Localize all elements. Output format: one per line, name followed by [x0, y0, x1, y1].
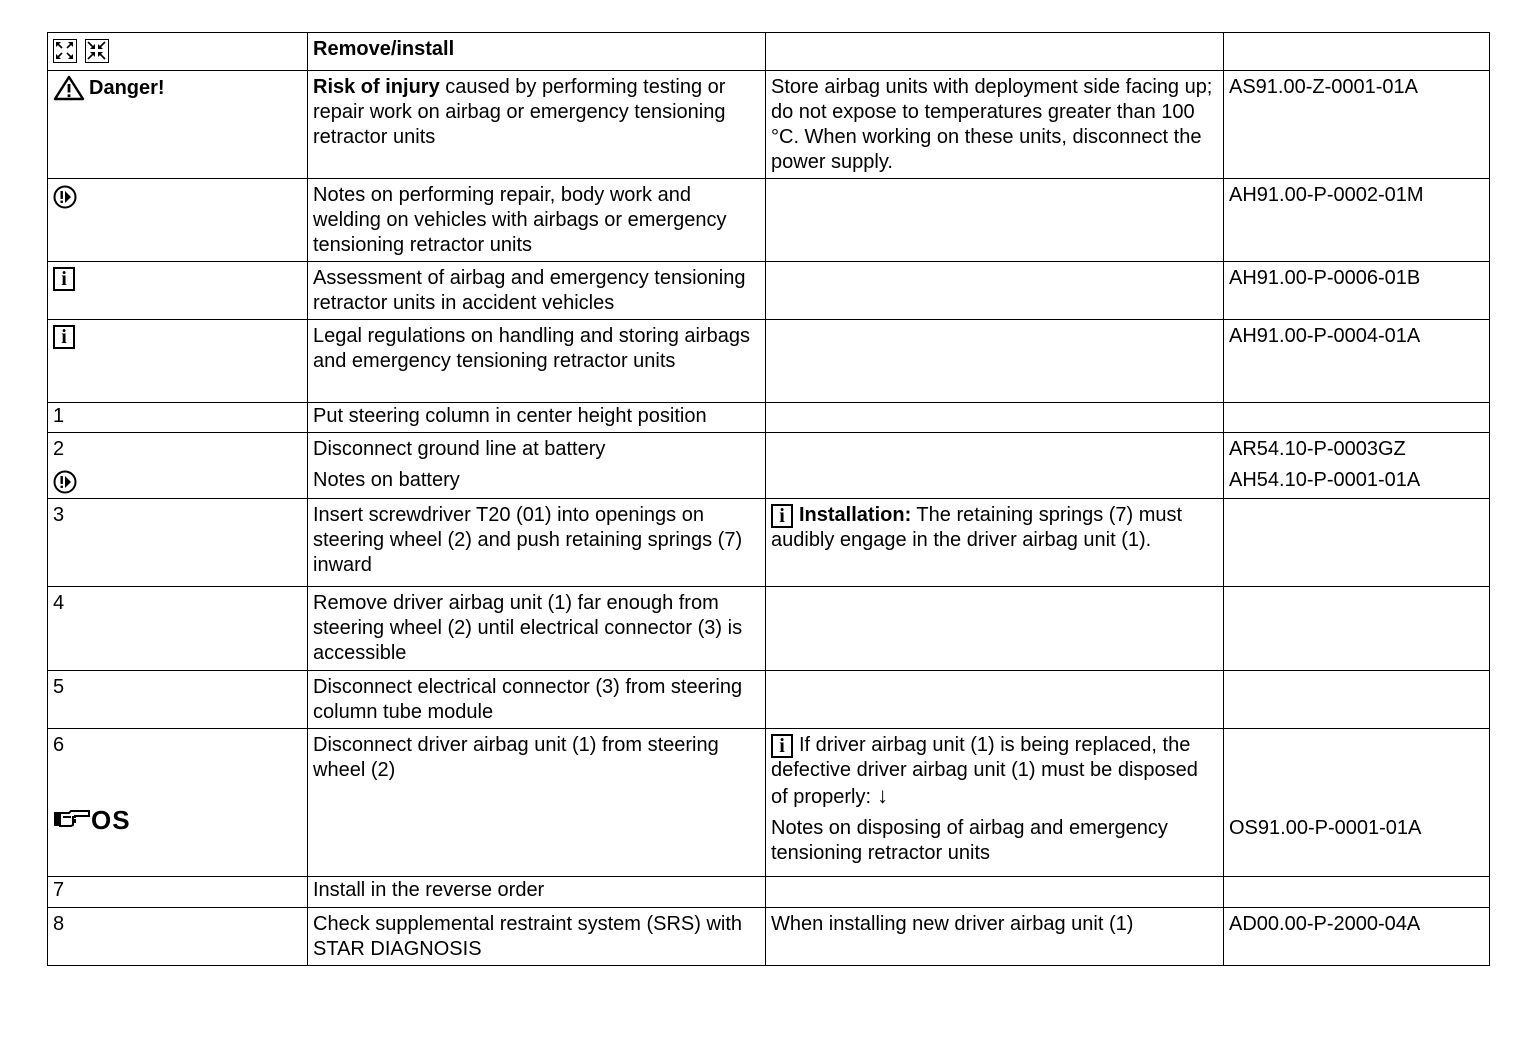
installation-text: The retaining springs (7) must audibly engage in the driver airbag unit (1). [771, 504, 1183, 551]
step-row [48, 499, 1490, 587]
installation-label: Installation: [799, 504, 912, 526]
step-note-text: Notes on battery [313, 469, 460, 491]
header-title: Remove/install [308, 33, 766, 71]
step-ref-cell [1224, 433, 1490, 499]
step-text: Remove driver airbag unit (1) far enough from steering wheel (2) until electrical connector (3) is accessible [308, 587, 766, 671]
step-number: 5 [48, 671, 308, 729]
step-number: 6 [53, 734, 65, 756]
step-note-cell [766, 729, 1224, 877]
note-ref-cell [1224, 179, 1490, 262]
note-ref-cell [1224, 320, 1490, 403]
note-text-cell: Assessment of airbag and emergency tensioning retractor units in accident vehicles [308, 262, 766, 320]
step-text: Install in the reverse order [308, 877, 766, 908]
step-empty-cell [766, 587, 1224, 671]
step-row [48, 433, 1490, 499]
header-empty-cell [1224, 33, 1490, 71]
danger-ref-cell [1224, 71, 1490, 179]
reference-link[interactable]: AH91.00-P-0004-01A [1229, 325, 1421, 347]
step-note-cell [766, 499, 1224, 587]
note-row [48, 179, 1490, 262]
step-row [48, 908, 1490, 966]
arrow-down-icon: ↓ [877, 783, 889, 808]
disposal-notes-text: Notes on disposing of airbag and emergency tensioning retractor units [771, 817, 1168, 864]
expand-icon[interactable] [53, 39, 77, 63]
step-empty-cell [1224, 671, 1490, 729]
note-icon-cell [48, 262, 308, 320]
step-empty-cell [1224, 499, 1490, 587]
note-text-cell: Legal regulations on handling and storing airbags and emergency tensioning retractor units [308, 320, 766, 403]
step-text: Insert screwdriver T20 (01) into openings on steering wheel (2) and push retaining springs (7) inward [308, 499, 766, 587]
header-empty-cell [766, 33, 1224, 71]
danger-label: Danger! [89, 76, 165, 99]
header-row [48, 33, 1490, 71]
step-text: Disconnect electrical connector (3) from steering column tube module [308, 671, 766, 729]
reference-link[interactable]: AR54.10-P-0003GZ [1229, 438, 1406, 460]
step-text: Disconnect ground line at battery [313, 438, 606, 460]
reference-link[interactable]: AH54.10-P-0001-01A [1229, 469, 1421, 491]
step-empty-cell [766, 433, 1224, 499]
danger-row [48, 71, 1490, 179]
step-row [48, 671, 1490, 729]
note-empty-cell [766, 262, 1224, 320]
step-row [48, 587, 1490, 671]
step-number: 3 [48, 499, 308, 587]
header-icons-cell [48, 33, 308, 71]
danger-risk-cell [308, 71, 766, 179]
reference-link[interactable]: OS91.00-P-0001-01A [1229, 817, 1422, 839]
step-text: Put steering column in center height position [308, 403, 766, 433]
reference-link[interactable]: AD00.00-P-2000-04A [1229, 913, 1421, 935]
note-icon [53, 470, 75, 492]
info-icon: i [771, 504, 793, 528]
step-empty-cell [1224, 587, 1490, 671]
note-icon [53, 185, 75, 207]
step-number: 4 [48, 587, 308, 671]
danger-measure-cell [766, 71, 1224, 179]
note-row [48, 320, 1490, 403]
step-ref-cell [1224, 729, 1490, 877]
pointing-hand-icon [53, 809, 91, 833]
note-text-cell: Notes on performing repair, body work and welding on vehicles with airbags or emergency tensioning retractor units [308, 179, 766, 262]
step-number: 8 [48, 908, 308, 966]
note-ref-cell [1224, 262, 1490, 320]
reference-link[interactable]: AH91.00-P-0002-01M [1229, 184, 1424, 206]
note-empty-cell [766, 179, 1224, 262]
step-row [48, 403, 1490, 433]
step-text: Disconnect driver airbag unit (1) from steering wheel (2) [308, 729, 766, 877]
step-number-cell [48, 433, 308, 499]
step-text-cell [308, 433, 766, 499]
step-number-cell [48, 729, 308, 877]
info-icon: i [771, 734, 793, 758]
info-icon: i [53, 267, 75, 291]
note-row [48, 262, 1490, 320]
note-empty-cell [766, 320, 1224, 403]
disposal-note: If driver airbag unit (1) is being replaced, the defective driver airbag unit (1) must be disposed of properly: [771, 734, 1198, 808]
procedure-table [47, 32, 1490, 966]
step-number: 2 [53, 438, 65, 460]
info-icon: i [53, 325, 75, 349]
reference-link[interactable]: AH91.00-P-0006-01B [1229, 267, 1421, 289]
step-note: When installing new driver airbag unit (1) [766, 908, 1224, 966]
step-number: 7 [48, 877, 308, 908]
danger-cell [48, 71, 308, 179]
step-empty-cell [1224, 877, 1490, 908]
step-ref-cell [1224, 908, 1490, 966]
step-number: 1 [48, 403, 308, 433]
step-empty-cell [766, 671, 1224, 729]
step-text: Check supplemental restraint system (SRS) with STAR DIAGNOSIS [308, 908, 766, 966]
step-empty-cell [766, 877, 1224, 908]
risk-bold: Risk of injury [313, 76, 440, 98]
note-icon-cell [48, 320, 308, 403]
warning-icon [53, 75, 85, 101]
os-label: OS [91, 805, 131, 836]
step-row [48, 877, 1490, 908]
step-row [48, 729, 1490, 877]
risk-text: caused by performing testing or repair work on airbag or emergency tensioning retractor units [313, 76, 726, 148]
step-empty-cell [766, 403, 1224, 433]
danger-measure: Store airbag units with deployment side facing up; do not expose to temperatures greater than 100 °C. When working on these units, disconnect the power supply. [771, 76, 1213, 173]
reference-link[interactable]: AS91.00-Z-0001-01A [1229, 76, 1419, 98]
note-icon-cell [48, 179, 308, 262]
collapse-icon[interactable] [85, 39, 109, 63]
step-empty-cell [1224, 403, 1490, 433]
